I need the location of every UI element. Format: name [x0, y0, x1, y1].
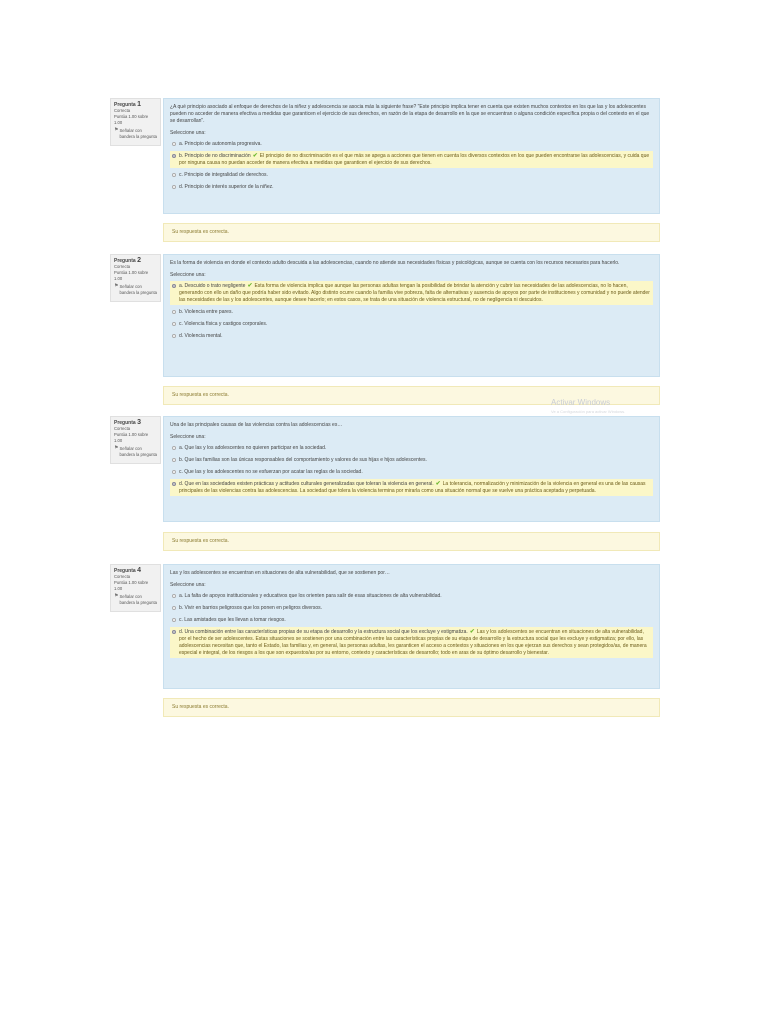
question-score: Puntúa 1.00 sobre 1.00 — [114, 270, 149, 281]
answer-option[interactable] — [170, 467, 653, 477]
check-icon: ✔ — [252, 152, 258, 159]
option-text: a. Que las y los adolescentes no quieren participar en la sociedad. — [179, 444, 327, 451]
option-text: b. Que las familias son las únicas responsables del comportamiento y valores de sus hijas e hijos adolescentes. — [179, 456, 427, 463]
answer-option[interactable] — [170, 443, 653, 453]
radio-button[interactable] — [172, 173, 176, 177]
option-text: b. Principio de no discriminación ✔ El principio de no discriminación es el que más se apega a acciones que tienen en cuenta los diversos contextos en los que pueden encontrarse las adolescencias, y cuida que por ninguna causa no puedan acceder de manera efectiva a medidas que garanticen el ejercicio de sus derechos. — [179, 152, 650, 166]
answer-prompt: Seleccione una: — [170, 272, 206, 278]
answer-prompt: Seleccione una: — [170, 434, 206, 440]
radio-button-checked[interactable] — [172, 482, 176, 486]
check-icon: ✔ — [435, 480, 441, 487]
question-info-panel — [110, 98, 161, 146]
radio-button[interactable] — [172, 594, 176, 598]
flag-icon: ⚑ — [114, 283, 119, 289]
option-text: c. Principio de integralidad de derechos. — [179, 171, 268, 178]
question-number: Pregunta 3 — [114, 419, 141, 426]
radio-button[interactable] — [172, 618, 176, 622]
question-content — [163, 98, 660, 214]
flag-question-link[interactable] — [114, 128, 157, 140]
flag-question-label: Señalar con bandera la pregunta — [119, 446, 157, 457]
radio-button-checked[interactable] — [172, 154, 176, 158]
question-number: Pregunta 4 — [114, 567, 141, 574]
windows-activation-watermark — [551, 398, 625, 416]
answer-option[interactable] — [170, 170, 653, 180]
question-score: Puntúa 1.00 sobre 1.00 — [114, 114, 149, 125]
question-text: ¿A qué principio asociado al enfoque de derechos de la niñez y adolescencia se asocia más la siguiente frase? "Este principio implica tener en cuenta que existen muchos contextos en los que las y los adolescentes pueden no acceder de manera efectiva a medidas que garanticen el ejercicio de sus derechos, en razón de la etapa de desarrollo en la que se encuentran o alguna condición específica propia o del contexto en el que se desarrollan". — [170, 104, 650, 124]
option-text: b. Vivir en barrios peligrosos que los ponen en peligros diversos. — [179, 604, 323, 611]
answer-option[interactable] — [170, 139, 653, 149]
option-text: a. Principio de autonomía progresiva. — [179, 140, 262, 147]
radio-button-checked[interactable] — [172, 630, 176, 634]
radio-button[interactable] — [172, 446, 176, 450]
option-text: b. Violencia entre pares. — [179, 308, 233, 315]
flag-question-label: Señalar con bandera la pregunta — [119, 594, 157, 605]
radio-button[interactable] — [172, 142, 176, 146]
radio-button[interactable] — [172, 185, 176, 189]
answer-option-selected[interactable] — [170, 479, 653, 496]
flag-question-label: Señalar con bandera la pregunta — [119, 128, 157, 139]
option-text: c. Las amistades que les llevan a tomar riesgos. — [179, 616, 286, 623]
check-icon: ✔ — [247, 282, 253, 289]
watermark-subtitle: Ve a Configuración para activar Windows. — [551, 409, 626, 414]
question-info-panel — [110, 416, 161, 464]
outcome-message: Su respuesta es correcta. — [163, 698, 660, 717]
option-feedback: Esta forma de violencia implica que aunque las personas adultas tengan la posibilidad de brindar la atención y cubrir las necesidades de las adolescencias, no lo hacen, generando con ello un daño que podría haber sido evitado. Algo distinto ocurre cuando la familia vive pobreza, falta de alternativas y ausencia de apoyos por parte de instituciones y comunidad y no puede atender las necesidades de las y los adolescentes, aunque desee hacerlo; en estos casos, se trata de una situación de violencia estructural, no de negligencia ni descuidos. — [179, 282, 650, 303]
flag-question-link[interactable] — [114, 594, 157, 606]
question-text: Una de las principales causas de las violencias contra las adolescencias es… — [170, 422, 343, 428]
option-text: c. Que las y los adolescentes no se esfuerzan por acatar las reglas de la sociedad. — [179, 468, 363, 475]
radio-button[interactable] — [172, 322, 176, 326]
option-text: d. Violencia mental. — [179, 332, 223, 339]
radio-button[interactable] — [172, 470, 176, 474]
question-text: Es la forma de violencia en donde el contexto adulto descuida a las adolescencias, cuando no atiende sus necesidades físicas y psicológicas, aunque se cuenta con los recursos necesarios para hacerlo. — [170, 260, 620, 266]
option-text: d. Principio de interés superior de la niñez. — [179, 183, 274, 190]
question-info-panel — [110, 254, 161, 302]
answer-option[interactable] — [170, 319, 653, 329]
answer-option[interactable] — [170, 455, 653, 465]
outcome-message: Su respuesta es correcta. — [163, 386, 660, 405]
flag-icon: ⚑ — [114, 445, 119, 451]
answer-option[interactable] — [170, 603, 653, 613]
question-status: Correcta — [114, 426, 131, 431]
answer-option-selected[interactable] — [170, 627, 653, 658]
question-text: Las y los adolescentes se encuentran en situaciones de alta vulnerabilidad, que se sostienen por… — [170, 570, 390, 576]
answer-option[interactable] — [170, 307, 653, 317]
answer-option[interactable] — [170, 331, 653, 341]
radio-button[interactable] — [172, 458, 176, 462]
flag-icon: ⚑ — [114, 593, 119, 599]
answer-option-selected[interactable] — [170, 151, 653, 168]
option-text: d. Una combinación entre las características propias de su etapa de desarrollo y la estructura social que los excluye y estigmatiza. ✔ Las y los adolescentes se encuentran en situaciones de alta vulnerabilidad, por el hecho de ser adolescentes. Estas situaciones se sostienen por una combinación entre las características propias de su etapa de desarrollo y la estructura social que les excluye y estigmatiza; por ello, las adolescencias necesitan que, tanto el Estado, las familias y, en general, las personas adultas, les garanticen el acceso a contextos y situaciones en los que ejerzan sus derechos y sean protegidos/as, de manera especial e integral, de los riesgos a los que son expuestos/as por su entorno, contexto y características de desarrollo; todo en aras de su óptimo desarrollo y bienestar. — [179, 628, 647, 656]
flag-question-link[interactable] — [114, 446, 157, 458]
option-text: a. Descuido o trato negligente ✔ Esta forma de violencia implica que aunque las personas adultas tengan la posibilidad de brindar la atención y cubrir las necesidades de las adolescencias, no lo hacen, generando con ello un daño que podría haber sido evitado. Algo distinto ocurre cuando la familia vive pobreza, falta de alternativas y ausencia de apoyos por parte de instituciones y comunidad y no puede atender las necesidades de las y los adolescentes, aunque desee hacerlo; en estos casos, se trata de una situación de violencia estructural, no de negligencia ni descuidos. — [179, 282, 650, 303]
question-number: Pregunta 2 — [114, 257, 141, 264]
question-content — [163, 564, 660, 689]
question-status: Correcta — [114, 108, 131, 113]
flag-question-link[interactable] — [114, 284, 157, 296]
outcome-message: Su respuesta es correcta. — [163, 223, 660, 242]
option-feedback: El principio de no discriminación es el que más se apega a acciones que tienen en cuenta los diversos contextos en los que pueden encontrarse las adolescencias, y cuida que por ninguna causa no puedan acceder de manera efectiva a medidas que garanticen el ejercicio de sus derechos. — [179, 152, 650, 166]
radio-button[interactable] — [172, 310, 176, 314]
question-content — [163, 254, 660, 377]
question-status: Correcta — [114, 264, 131, 269]
question-score: Puntúa 1.00 sobre 1.00 — [114, 580, 149, 591]
question-score: Puntúa 1.00 sobre 1.00 — [114, 432, 149, 443]
flag-icon: ⚑ — [114, 127, 119, 133]
answer-option-selected[interactable] — [170, 281, 653, 305]
answer-prompt: Seleccione una: — [170, 130, 206, 136]
option-feedback: La tolerancia, normalización y minimización de la violencia en general es una de las causas principales de las violencias contra las adolescencias. La sociedad que tolera la violencia termina por mirarla como una situación normal que se vuelve una práctica aceptada y perpetuada. — [179, 480, 646, 494]
radio-button[interactable] — [172, 334, 176, 338]
check-icon: ✔ — [469, 628, 475, 635]
question-content — [163, 416, 660, 522]
option-feedback: Las y los adolescentes se encuentran en situaciones de alta vulnerabilidad, por el hecho de ser adolescentes. Estas situaciones se sostienen por una combinación entre las características propias de su etapa de desarrollo y la estructura social que les excluye y estigmatiza; por ello, las adolescencias necesitan que, tanto el Estado, las familias y, en general, las personas adultas, les garanticen el acceso a contextos y situaciones en los que ejerzan sus derechos y sean protegidos/as, de manera especial e integral, de los riesgos a los que son expuestos/as por su entorno, contexto y características de desarrollo; todo en aras de su óptimo desarrollo y bienestar. — [179, 628, 647, 656]
option-text: d. Que en las sociedades existen prácticas y actitudes culturales generalizadas que toleran la violencia en general. ✔ La tolerancia, normalización y minimización de la violencia en general es una de las causas principales de las violencias contra las adolescencias. La sociedad que tolera la violencia termina por mirarla como una situación normal que se vuelve una práctica aceptada y perpetuada. — [179, 480, 646, 494]
option-text: a. La falta de apoyos institucionales y educativos que los orienten para salir de esas situaciones de alta vulnerabilidad. — [179, 592, 442, 599]
radio-button[interactable] — [172, 606, 176, 610]
question-status: Correcta — [114, 574, 131, 579]
answer-prompt: Seleccione una: — [170, 582, 206, 588]
answer-option[interactable] — [170, 615, 653, 625]
question-info-panel — [110, 564, 161, 612]
option-text: c. Violencia física y castigos corporales. — [179, 320, 268, 327]
radio-button-checked[interactable] — [172, 284, 176, 288]
flag-question-label: Señalar con bandera la pregunta — [119, 284, 157, 295]
answer-option[interactable] — [170, 182, 653, 192]
watermark-title: Activar Windows — [551, 398, 611, 407]
question-number: Pregunta 1 — [114, 101, 141, 108]
answer-option[interactable] — [170, 591, 653, 601]
outcome-message: Su respuesta es correcta. — [163, 532, 660, 551]
